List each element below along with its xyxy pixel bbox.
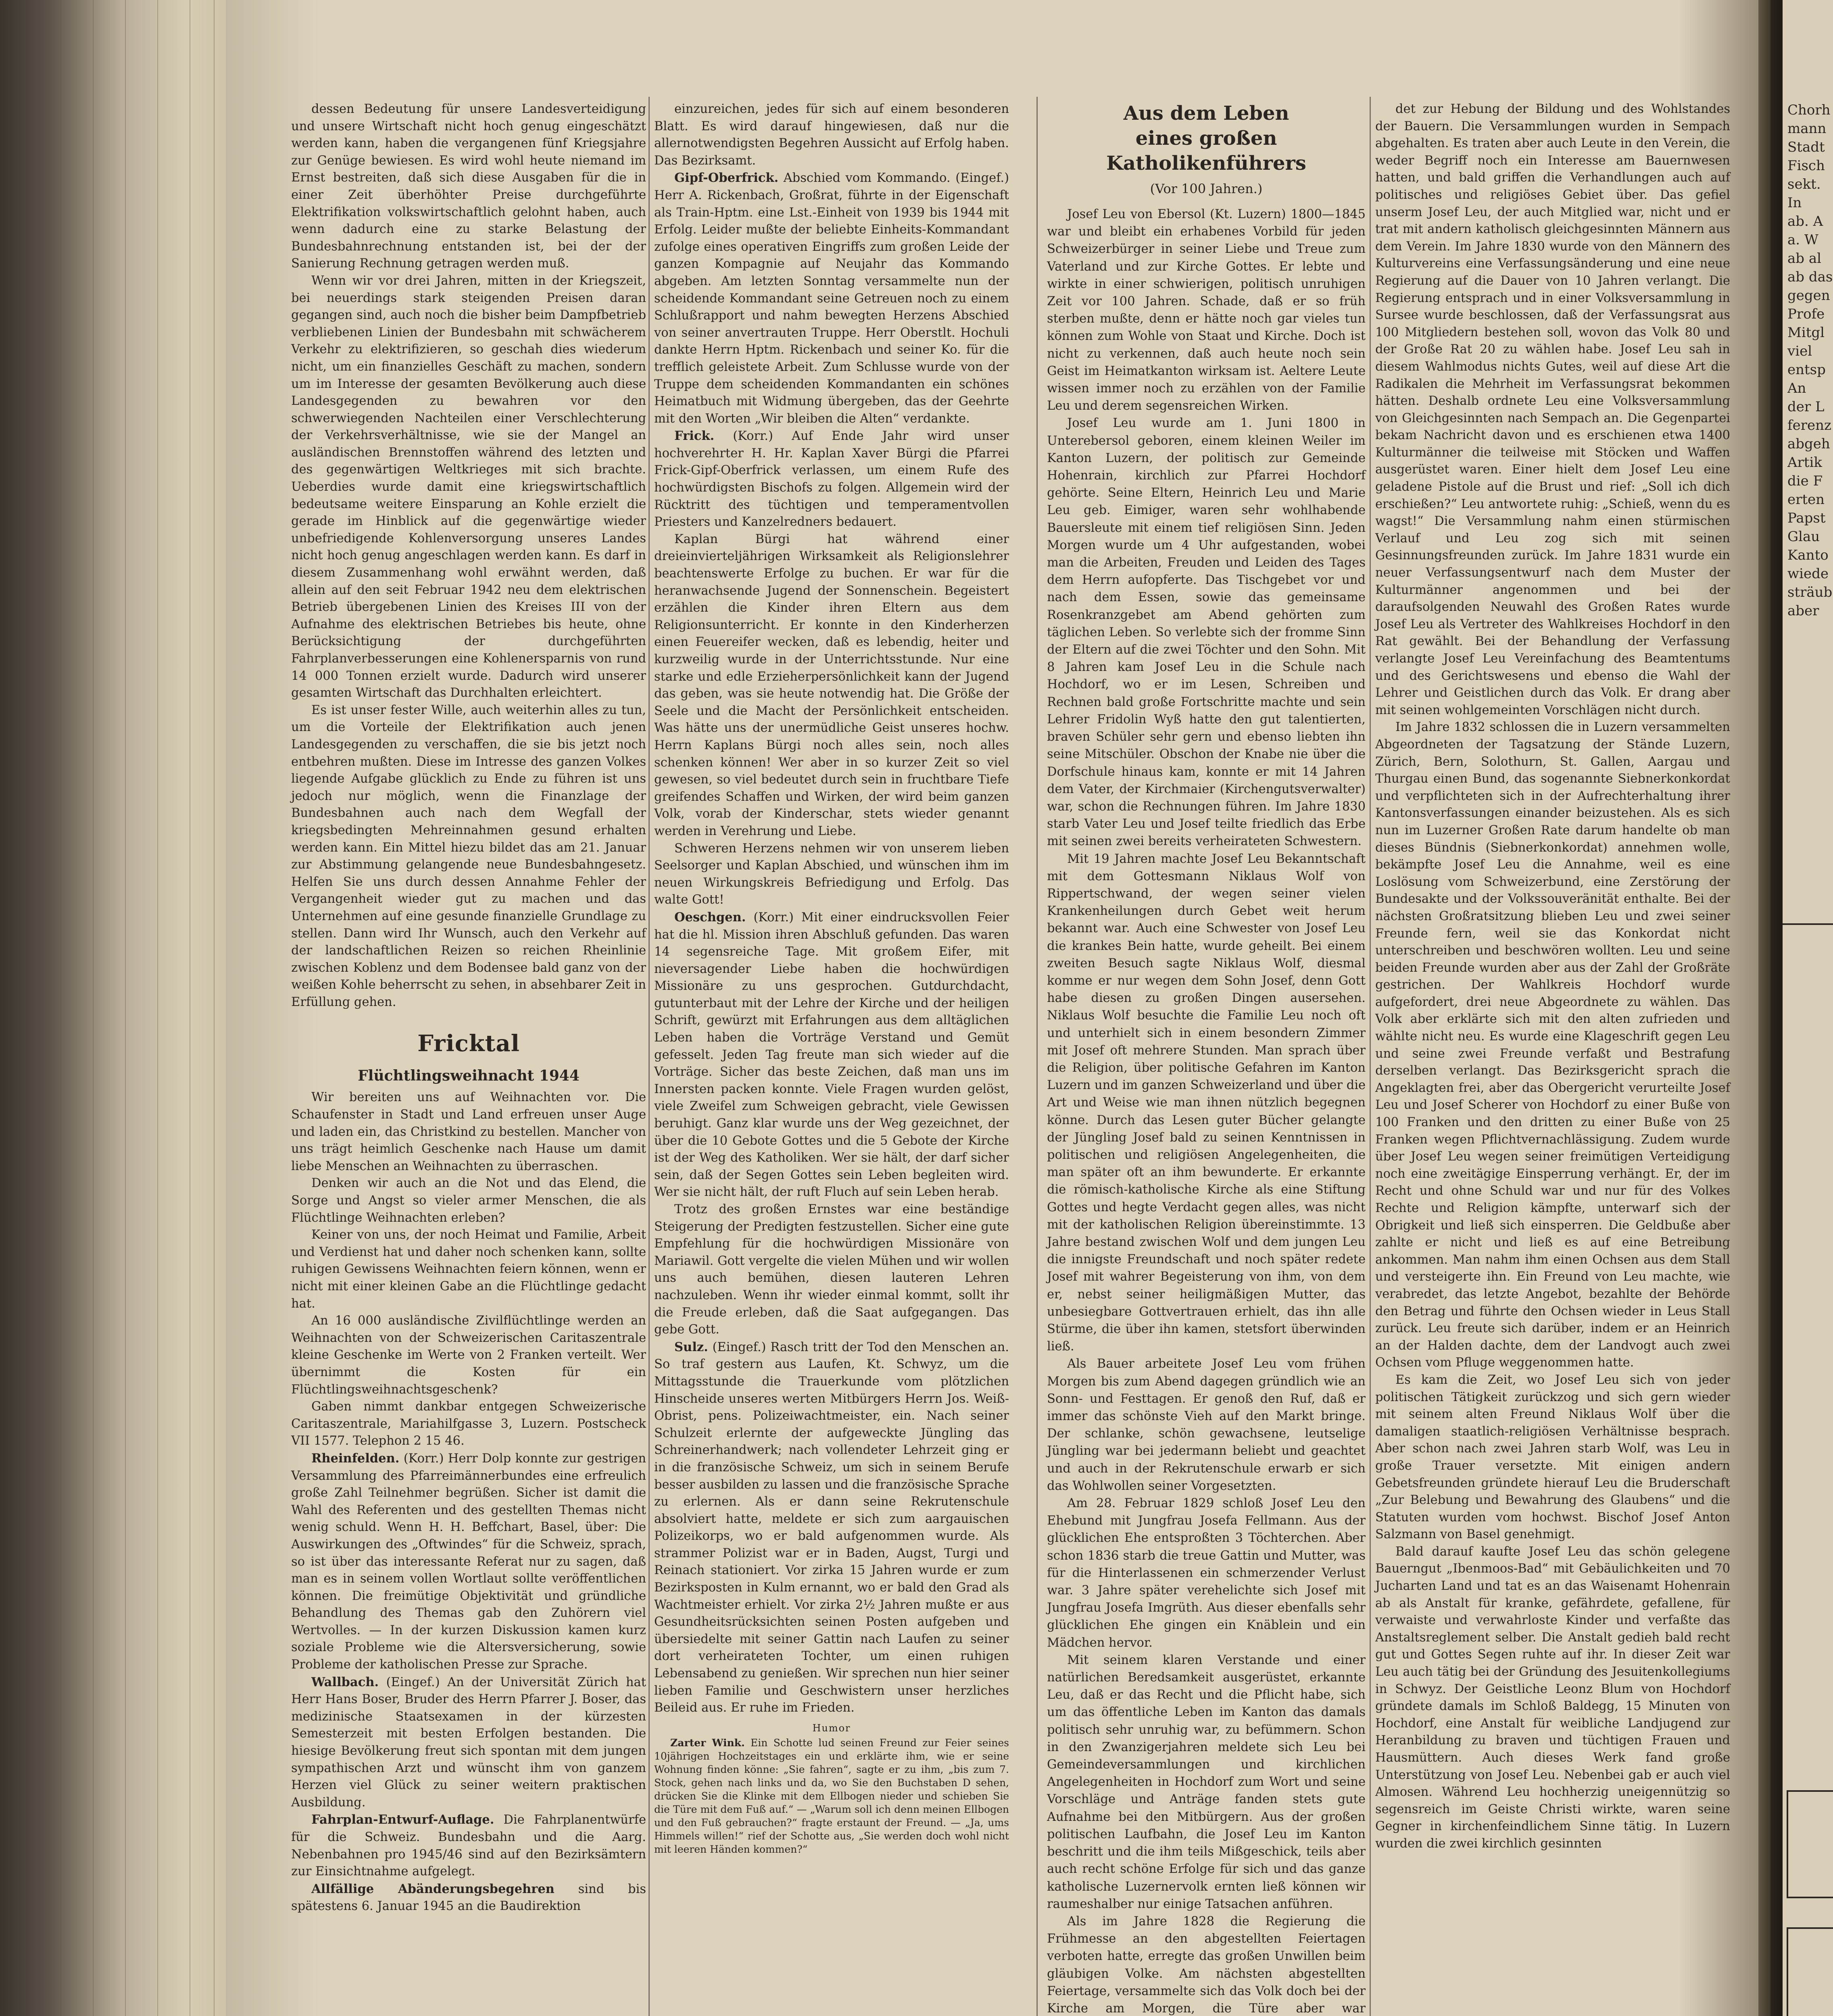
paragraph: Es ist unser fester Wille, auch weiterhin alles zu tun, um die Vorteile der Elektrifikation auch jenen Landesgegenden zu verschaffen, die sie bis jetzt noch entbehren mußten. Diese im Intresse des ganzen Volkes liegende Aufgabe glücklich zu Ende zu führen ist uns jedoch nur möglich, wenn die Finanzlage der Bundesbahnen auch nach dem Wegfall der kriegsbedingten Mehreinnahmen gesund erhalten werden kann. Ein Mittel hiezu bildet das am 21. Januar zur Abstimmung gelangende neue Bundesbahngesetz. Helfen Sie uns durch dessen Annahme Fehler der Vergangenheit wieder gut zu machen und das Unternehmen auf eine gesunde finanzielle Grundlage zu stellen. Dann wird Ihr Wunsch, auch den Verkehr auf der landschaftlichen Reizen so reichen Rheinlinie zwischen Koblenz und dem Bodensee bald ganz von der weißen Kohle beherrscht zu sehen, in absehbarer Zeit in Erfüllung gehen.	[291, 703, 646, 1009]
paragraph	[654, 1201, 1009, 1339]
facing-page-line: Chorh	[1787, 102, 1831, 118]
paragraph-lead: Sulz.	[674, 1339, 708, 1354]
paragraph-text: sind bis spätestens 6. Januar 1945 an die Baudirektion	[291, 1882, 646, 1914]
facing-page-line: wiede	[1787, 566, 1829, 582]
paragraph: Am 28. Februar 1829 schloß Josef Leu den Ehebund mit Jungfrau Josefa Fellmann. Aus der glücklichen Ehe entsproßten 3 Töchterchen. Aber schon 1836 starb die treue Gattin und Mutter, was für die Hinterlassenen ein schmerzender Verlust war. 3 Jahre später verehelichte sich Josef mit Jungfrau Josefa Imgrüth. Aus dieser ebenfalls sehr glücklichen Ehe gingen ein Knäblein und ein Mädchen hervor.	[1047, 1496, 1366, 1650]
facing-page-line: sträub	[1787, 584, 1833, 600]
facing-page-line: gegen	[1787, 287, 1830, 304]
facing-page-line: entsp	[1787, 362, 1826, 378]
column-3	[1047, 101, 1366, 2016]
paragraph	[291, 1450, 646, 1674]
column-divider	[1036, 97, 1038, 2016]
facing-page-line: erten	[1787, 492, 1825, 508]
paragraph: An 16 000 ausländische Zivilflüchtlinge werden an Weihnachten von der Schweizerischen Caritaszentrale kleine Geschenke im Werte von 2 Franken verteilt. Wer übernimmt die Kosten für ein Flüchtlingsweihnachtsgeschenk?	[291, 1314, 646, 1397]
facing-page-line: die F	[1787, 473, 1823, 489]
paragraph	[291, 1811, 646, 1880]
facing-page-line: viel	[1787, 343, 1812, 359]
paragraph-text: einzureichen, jedes für sich auf einem besonderen Blatt. Es wird darauf hingewiesen, daß nur die allernotwendigsten Begehren Aussicht auf Erfolg haben. Das Bezirksamt.	[654, 102, 1009, 168]
paragraph	[291, 1881, 646, 1915]
facing-page-line: Stadt	[1787, 139, 1825, 155]
paragraph	[654, 427, 1009, 531]
column-divider	[649, 97, 650, 2016]
paragraph: Wenn wir vor drei Jahren, mitten in der Kriegszeit, bei neuerdings stark steigenden Preisen daran gegangen sind, auch noch die bisher beim Dampfbetrieb verbliebenen Linien der Bundesbahn mit schwächerem Verkehr zu elektrifizieren, so geschah dies wiederum nicht, um ein finanzielles Geschäft zu machen, sondern um im Interesse der gesamten Bevölkerung auch diese Landesgegenden zu bewahren vor den schwerwiegenden Nachteilen einer Verschlechterung der Verkehrsverhältnisse, wie sie der Mangel an ausländischen Brennstoffen während des letzten und des gegenwärtigen Weltkrieges mit sich brachte. Ueberdies wurde damit eine kriegswirtschaftlich bedeutsame weitere Einsparung an Kohle erzielt die gerade im Hinblick auf die gegenwärtige wieder unbefriedigende Kohlenversorgung unseres Landes nicht hoch genug angeschlagen werden kann. Es darf in diesem Zusammenhang wohl erwähnt werden, daß allein auf den seit Februar 1942 neu dem elektrischen Betrieb übergebenen Linien des Kreises III von der Aufnahme des elektrischen Betriebes bis heute, ohne Berücksichtigung der durchgeführten Fahrplanverbesserungen eine Kohlenersparnis von rund 14 000 Tonnen erzielt wurde. Dadurch wird unserer gesamten Wirtschaft das Durchhalten erleichtert.	[291, 273, 646, 700]
facing-page-line: sekt.	[1787, 176, 1821, 192]
paragraph-text: Schweren Herzens nehmen wir von unserem lieben Seelsorger und Kaplan Abschied, und wünschen ihm im neuen Wirkungskreis Befriedigung und Erfolg. Das walte Gott!	[654, 841, 1009, 907]
facing-page-line: ab. A	[1787, 213, 1823, 229]
paragraph: Mit seinem klaren Verstande und einer natürlichen Beredsamkeit ausgerüstet, erkannte Leu, daß er das Recht und die Pflicht habe, sich um das öffentliche Leben im Kanton das damals politisch sehr unruhig war, zu befümmern. Schon in den Zwanzigerjahren meldete sich Leu bei Gemeindeversammlungen und kirchlichen Angelegenheiten in Hochdorf zum Wort und seine Vorschläge und Anträge fanden stets gute Aufnahme bei den Mitbürgern. Aus der großen politischen Laufbahn, die Josef Leu im Kanton beschritt und die ihm teils Mißgeschick, teils aber auch recht schöne Erfolge für sich und das ganze katholische Luzernervolk ernten ließ können wir raumeshalber nur einige Tatsachen anführen.	[1047, 1653, 1366, 1911]
facing-page-line: mann	[1787, 121, 1827, 137]
facing-page-line: Fisch	[1787, 158, 1825, 174]
column-divider	[1370, 97, 1371, 2016]
paragraph-lead: Wallbach.	[311, 1674, 379, 1689]
facing-page-line: Artik	[1787, 454, 1822, 471]
paragraph-lead: Rheinfelden.	[311, 1451, 400, 1466]
paragraph	[654, 1736, 1009, 1856]
paragraph: Keiner von uns, der noch Heimat und Familie, Arbeit und Verdienst hat und daher noch schenken kann, sollte ruhigen Gewissens Weihnachten feiern können, wenn er nicht mit einer kleinen Gabe an die Flüchtlinge gedacht hat.	[291, 1228, 646, 1311]
facing-page-line: ab das	[1787, 269, 1833, 285]
paragraph-text: Trotz des großen Ernstes war eine beständige Steigerung der Predigten festzustellen. Sicher eine gute Empfehlung für die hochwürdigen Missionäre von Mariawil. Gott vergelte die vielen Mühen und wir wollen uns auch bemühen, diesen lauteren Lehren nachzuleben. Wenn ihr wieder einmal kommt, sollt ihr die Freude erleben, daß die Saat aufgegangen. Das gebe Gott.	[654, 1202, 1009, 1337]
column-1	[291, 101, 646, 1915]
paragraph-lead: Gipf-Oberfrick.	[674, 171, 779, 185]
paragraph: Bald darauf kaufte Josef Leu das schön gelegene Bauerngut „Ibenmoos-Bad“ mit Gebäulichkeiten und 70 Jucharten Land und tat es an das Waisenamt Hohenrain ab als Anstalt für kranke, gefährdete, gefallene, für verwaiste und verwahrloste Kinder und verfaßte das Anstaltsreglement selber. Die Anstalt gedieh bald recht gut und Gottes Segen ruhte auf ihr. In dieser Zeit war Leu auch tätig bei der Gründung des Jesuitenkollegiums in Schwyz. Der Geistliche Leonz Blum von Hochdorf gründete damals im Schloß Baldegg, 15 Minuten von Hochdorf, eine Anstalt für weibliche Landjugend zur Heranbildung zu braven und tüchtigen Frauen und Hausmüttern. Auch dieses Werk fand große Unterstützung von Josef Leu. Nebenbei gab er auch viel Almosen. Während Leu hochherzig uneigennützig so segensreich im Geiste Christi wirkte, waren seine Gegner in kirchenfeindlichem Sinne tätig. In Luzern wurden die zwei kirchlich gesinnten	[1375, 1544, 1730, 1851]
paragraph-text: (Eingef.) Rasch tritt der Tod den Menschen an. So traf gestern aus Laufen, Kt. Schwyz, um die Mittagsstunde die Trauerkunde vom plötzlichen Hinscheide unseres werten Mitbürgers Herrn Jos. Weiß-Obrist, pens. Polizeiwachtmeister, ein. Nach seiner Schulzeit erlernte der aufgeweckte Jüngling das Schreinerhandwerk; nach vollendeter Lehrzeit ging er in die französische Schweiz, um sich in seinem Berufe besser ausbilden zu lassen und die französische Sprache zu erlernen. Als er dann seine Rekrutenschule absolviert hatte, meldete er sich zum aargauischen Polizeikorps, wo er bald aufgenommen wurde. Als strammer Polizist war er in Baden, Augst, Turgi und Reinach stationiert. Vor zirka 15 Jahren wurde er zum Bezirksposten in Kulm ernannt, wo er bald den Grad als Wachtmeister erhielt. Vor zirka 2½ Jahren mußte er aus Gesundheitsrücksichten seinen Posten aufgeben und übersiedelte mit seiner Gattin nach Laufen zu seiner dort verheirateten Tochter, um einen ruhigen Lebensabend zu genießen. Wir sprechen nun hier seiner lieben Familie und Geschwistern unser herzliches Beileid aus. Er ruhe im Frieden.	[654, 1340, 1009, 1715]
paragraph-text: Kaplan Bürgi hat während einer dreieinvierteljährigen Wirksamkeit als Religionslehrer beachtenswerte Erfolge zu buchen. Er war für die heranwachsende Jugend der Sonnenschein. Begeistert erzählen die Kinder ihren Eltern aus dem Religionsunterricht. Er konnte in den Kinderherzen einen Feuereifer wecken, daß es lebendig, heiter und kurzweilig wurde in der Unterrichtsstunde. Nur eine starke und edle Erzieherpersönlichkeit kann der Jugend das geben, was sie heute notwendig hat. Die Größe der Seele und die Macht der Persönlichkeit entscheiden. Was hätte uns der unermüdliche Geist unseres hochw. Herrn Kaplans Bürgi noch alles sein, noch alles schenken können! Wer aber in so kurzer Zeit so viel gewesen, so viel bedeutet durch sein in fruchtbare Tiefe greifendes Schaffen und Wirken, der wird beim ganzen Volk, vorab der Kinderschar, stets wieder genannt werden in Verehrung und Liebe.	[654, 532, 1009, 838]
facing-page-line: ab al	[1787, 250, 1821, 267]
article-title: Flüchtlingsweihnacht 1944	[358, 1067, 580, 1085]
facing-page-line: ferenz	[1787, 417, 1831, 433]
paragraph: Im Jahre 1832 schlossen die in Luzern versammelten Abgeordneten der Tagsatzung der Stände Luzern, Zürich, Bern, Solothurn, St. Gallen, Aargau und Thurgau einen Bund, das sogenannte Siebnerkonkordat und verpflichteten sich in der Aufrechterhaltung ihrer Kantonsverfassungen einander beizustehen. Als es sich nun im Luzerner Großen Rate darum handelte ob man dieses Bündnis (Siebnerkonkordat) annehmen wolle, bekämpfte Josef Leu die Annahme, weil es eine Loslösung vom Schweizerbund, eine Zerstörung der Bundesakte und der Volkssouveränität enthalte. Bei der nächsten Großratsitzung blieben Leu und zwei seiner Freunde fern, weil sie das Konkordat nicht unterschreiben und beschwören wollten. Leu und seine beiden Freunde wurden aber aus der Zahl der Großräte gestrichen. Der Wahlkreis Hochdorf wurde aufgefordert, drei neue Abgeordnete zu wählen. Das Volk aber erklärte sich mit den alten zufrieden und wählte nicht neu. Es wurde eine Klageschrift gegen Leu und seine zwei Freunde verfaßt und Bestrafung derselben verlangt. Das Bezirksgericht sprach die Angeklagten frei, aber das Obergericht verurteilte Josef Leu und Josef Scherer von Hochdorf zu einer Buße von 100 Franken und den dritten zu einer Buße von 25 Franken wegen Pflichtvernachlässigung. Zudem wurde über Josef Leu wegen seiner freimütigen Verteidigung noch eine zweitägige Einsperrung verhängt. Er, der im Recht und ohne Schuld war und nur für des Volkes Rechte und Religion kämpfte, unterwarf sich der Obrigkeit und ließ sich einsperren. Die Geldbuße aber zahlte er nicht und ließ es auf eine Betreibung ankommen. Man nahm ihm einen Ochsen aus dem Stall und versteigerte ihn. Ein Freund von Leu machte, wie verabredet, das letzte Angebot, bezahlte der Behörde den Betrag und führte den Ochsen wieder in Leus Stall zurück. Leu freute sich darüber, indem er an Heinrich an der Halden dachte, dem der Landvogt auch zwei Ochsen vom Pfluge weggenommen hatte.	[1375, 720, 1730, 1370]
paragraph-text: (Eingef.) An der Universität Zürich hat Herr Hans Boser, Bruder des Herrn Pfarrer J. Boser, das medizinische Staatsexamen in der kürzesten Semesterzeit mit besten Erfolgen bestanden. Die hiesige Bevölkerung freut sich spontan mit dem jungen sympathischen Arzt und wünscht ihm von ganzem Herzen viel Glück zu seiner weitern praktischen Ausbildung.	[291, 1675, 646, 1810]
paragraph-text: Abschied vom Kommando. (Eingef.) Herr A. Rickenbach, Großrat, führte in der Eigenschaft als Train-Hptm. eine Lst.-Einheit von 1939 bis 1944 mit Erfolg. Leider mußte der beliebte Einheits-Kommandant zufolge eines operativen Eingriffs zum großen Leide der ganzen Kompagnie auf Neujahr das Kommando abgeben. Am letzten Sonntag versammelte nun der scheidende Kommandant seine Getreuen noch zu einem Schlußrapport und nahm bewegten Herzens Abschied von seiner anvertrauten Truppe. Herr Oberstlt. Hochuli dankte Herrn Hptm. Rickenbach und seiner Ko. für die trefflich geleistete Arbeit. Zum Schlusse wurde von der Truppe dem scheidenden Kommandanten ein schönes Heimatbuch mit Widmung übergeben, das der Geehrte mit den Worten „Wir bleiben die Alten“ verdankte.	[654, 171, 1009, 426]
paragraph-text: (Korr.) Mit einer eindrucksvollen Feier hat die hl. Mission ihren Abschluß gefunden. Das waren 14 segensreiche Tage. Mit großem Eifer, mit nieversagender Liebe haben die hochwürdigen Missionäre zu uns gesprochen. Gutdurchdacht, gutunterbaut mit der Lehre der Kirche und der heiligen Schrift, gewürzt mit Erfahrungen aus dem alltäglichen Leben haben die Vorträge Verstand und Gemüt gefesselt. Jeden Tag freute man sich wieder auf die Vorträge. Sicher das beste Zeichen, daß man uns im Innersten packen konnte. Viele Fragen wurden gelöst, viele Zweifel zum Schweigen gebracht, viele Gewissen beruhigt. Ganz klar wurde uns der Weg gezeichnet, der über die 10 Gebote Gottes und die 5 Gebote der Kirche ist der Weg des Katholiken. Wer sie hält, der darf sicher sein, daß der Segen Gottes sein Leben begleiten wird. Wer sie nicht hält, der ruft Fluch auf sein Leben herab.	[654, 910, 1009, 1200]
paragraph	[654, 101, 1009, 169]
article-title-line-1: Aus dem Leben	[1123, 102, 1289, 125]
paragraph-lead: Zarter Wink.	[670, 1737, 745, 1749]
paragraph: dessen Bedeutung für unsere Landesverteidigung und unsere Wirtschaft nicht hoch genug eingeschätzt werden kann, haben die vergangenen fünf Kriegsjahre zur Genüge bewiesen. Es wird wohl heute niemand im Ernst bestreiten, daß sich diese Ausgaben für die in einer Zeit überhöhter Preise durchgeführte Elektrifikation volkswirtschaftlich gelohnt haben, auch wenn dadurch eine zu starke Belastung der Bundesbahnrechnung entstanden ist, bei der der Sanierung Rechnung getragen werden muß.	[291, 102, 646, 271]
paragraph	[654, 1339, 1009, 1717]
facing-page-line: An	[1787, 380, 1806, 396]
paragraph	[654, 169, 1009, 427]
paragraph-text: (Korr.) Herr Dolp konnte zur gestrigen Versammlung des Pfarreimännerbundes eine erfreulich große Zahl Teilnehmer begrüßen. Sicher ist damit die Wahl des Referenten und des gestellten Themas nicht wenig schuld. Wenn H. H. Beffchart, Basel, über: Die Auswirkungen des „Oftwindes“ für die Schweiz, sprach, so ist über das interessante Referat nur zu sagen, daß man es in seinem vollen Wortlaut sollte veröffentlichen können. Die freimütige Objektivität und gründliche Behandlung des Themas gab den Zuhörern viel Wertvolles. — In der kurzen Diskussion kamen kurz soziale Probleme wie die Altersversicherung, sowie Probleme der katholischen Presse zur Sprache.	[291, 1451, 646, 1672]
paragraph: Gaben nimmt dankbar entgegen Schweizerische Caritaszentrale, Mariahilfgasse 3, Luzern. Postscheck VII 1577. Telephon 2 15 46.	[291, 1400, 646, 1448]
paragraph-lead: Frick.	[674, 429, 715, 444]
facing-page-line: Glau	[1787, 529, 1820, 545]
paragraph	[654, 840, 1009, 909]
column-4	[1375, 101, 1730, 1853]
paragraph-text: (Korr.) Auf Ende Jahr wird unser hochverehrter H. Hr. Kaplan Xaver Bürgi die Pfarrei Frick-Gipf-Oberfrick verlassen, um einem Rufe des hochwürdigsten Bischofs zu folgen. Allgemein wird der Rücktritt des tüchtigen und temperamentvollen Priesters und Kanzelredners bedauert.	[654, 429, 1009, 529]
facing-page-line: Papst	[1787, 510, 1826, 526]
paragraph: det zur Hebung der Bildung und des Wohlstandes der Bauern. Die Versammlungen wurden in Sempach abgehalten. Es traten aber auch Leute in den Verein, die weder Begriff noch ein Interesse am Bauernwesen hatten, und bald griffen die Verhandlungen auch auf politisches und religiöses Gebiet über. Das gefiel unserm Josef Leu, der auch Mitglied war, nicht und er trat mit andern katholisch gleichgesinnten Männern aus dem Verein. Im Jahre 1830 wurde von den Männern des Kulturvereins eine Verfassungsänderung und eine neue Regierung auf die Dauer von 10 Jahren verlangt. Die Regierung entsprach und in einer Volksversammlung in Sursee wurde beschlossen, daß der Verfassungsrat aus 100 Mitgliedern bestehen soll, wovon das Volk 80 und der Große Rat 20 zu wählen habe. Josef Leu sah in diesem Wahlmodus nichts Gutes, weil auf diese Art die Radikalen die Mehrheit im Verfassungsrat bekommen hätten. Deshalb ordnete Leu eine Volksversammlung von Gleichgesinnten nach Sempach an. Die Gegenpartei bekam Nachricht davon und es erschienen etwa 1400 Kulturmänner die teilweise mit Stöcken und Waffen ausgerüstet waren. Einer hielt dem Josef Leu eine geladene Pistole auf die Brust und rief: „Soll ich dich erschießen?“ Leu antwortete ruhig: „Schieß, wenn du es wagst!“ Die Versammlung nahm einen stürmischen Verlauf und Leu zog sich mit seinen Gesinnungsfreunden zurück. Im Jahre 1831 wurde ein neuer Verfassungsentwurf nach dem Muster der Kulturmänner angenommen und bei der daraufsolgenden Neuwahl des Großen Rates wurde Josef Leu als Vertreter des Wahlkreises Hochdorf in den Rat gewählt. Bei der Behandlung der Verfassung verlangte Josef Leu Vereinfachung des Beamtentums und des Gerichtswesens und ebenso die Wahl der Lehrer und Geistlichen durch das Volk. Er drang aber mit seinen wohlgemeinten Vorschlägen nicht durch.	[1375, 102, 1730, 717]
paragraph	[291, 1674, 646, 1812]
paragraph: Mit 19 Jahren machte Josef Leu Bekanntschaft mit dem Gottesmann Niklaus Wolf von Rippertschwand, der wegen seiner vielen Krankenheilungen durch Gebet weit herum bekannt war. Auch eine Schwester von Josef Leu die krankes Bein hatte, wurde geheilt. Bei einem zweiten Besuch sagte Niklaus Wolf, diesmal komme er nur wegen dem Sohn Josef, denn Gott habe diesen zu großen Dingen ausersehen. Niklaus Wolf besuchte die Familie Leu noch oft und unterhielt sich in einem besondern Zimmer mit Josef oft mehrere Stunden. Man sprach über die Religion, über politische Gefahren im Kanton Luzern und im ganzen Schweizerland und über die Art und Weise wie man ihnen nützlich begegnen könne. Durch das Lesen guter Bücher gelangte der Jüngling Josef bald zu seinen Kenntnissen in politischen und religiösen Angelegenheiten, die man später oft an ihm bewunderte. Er erkannte die römisch-katholische Kirche als eine Stiftung Gottes und hegte Verdacht gegen alles, was nicht mit der katholischen Religion übereinstimmte. 13 Jahre bestand zwischen Wolf und dem jungen Leu die innigste Freundschaft und noch später redete Josef mit wahrer Begeisterung von ihm, von dem er, nebst seiner heiligmäßigen Mutter, das unbesiegbare Gottvertrauen erhielt, das ihn alle Stürme, die über ihn kamen, stetsfort überwinden ließ.	[1047, 852, 1366, 1354]
paragraph: Denken wir auch an die Not und das Elend, die Sorge und Angst so vieler armer Menschen, die als Flüchtlinge Weihnachten erleben?	[291, 1176, 646, 1225]
article-title-line-2: eines großen Katholikenführers	[1106, 127, 1306, 175]
facing-page-line: Profe	[1787, 306, 1825, 322]
facing-page-line: In	[1787, 195, 1802, 211]
paragraph: Als im Jahre 1828 die Regierung die Frühmesse an den abgestellten Feiertagen verboten hatte, erregte das großen Unwillen beim gläubigen Volke. Am nächsten abgestellten Feiertage, versammelte sich das Volk doch bei der Kirche am Morgen, die Türe aber war	[1047, 1914, 1366, 2016]
facing-page-text	[1783, 0, 1833, 620]
gutter-shadow	[1758, 0, 1783, 2016]
paragraph: Als Bauer arbeitete Josef Leu vom frühen Morgen bis zum Abend dagegen gründlich wie an Sonn- und Festtagen. Er genoß den Ruf, daß er immer das schönste Vieh auf den Markt bringe. Der schlanke, schön gewachsene, leutselige Jüngling war bei jedermann beliebt und geachtet und auch in der Rekrutenschule erwarb er sich das Wohlwollen seiner Vorgesetzten.	[1047, 1357, 1366, 1493]
paragraph-lead: Allfällige Abänderungsbegehren	[311, 1881, 555, 1896]
bound-page-stack	[0, 0, 226, 2016]
paragraph: Josef Leu von Ebersol (Kt. Luzern) 1800—1845 war und bleibt ein erhabenes Vorbild für jeden Schweizerbürger in seiner Liebe und Treue zum Vaterland und zur Kirche Gottes. Er lebte und wirkte in einer schwierigen, politisch unruhigen Zeit vor 100 Jahren. Schade, daß er so früh sterben mußte, denn er hätte noch gar vieles tun können zum Wohle von Staat und Kirche. Doch ist nicht zu verkennen, daß auch heute noch sein Geist im Heimatkanton wirksam ist. Aeltere Leute wissen immer noch zu erzählen von der Familie Leu und derem segensreichen Wirken.	[1047, 207, 1366, 413]
facing-page-line: a. W	[1787, 232, 1818, 248]
facing-page-line: aber	[1787, 603, 1819, 619]
paragraph	[654, 531, 1009, 840]
facing-page-line: Kanto	[1787, 547, 1829, 563]
facing-page-line: der L	[1787, 399, 1825, 415]
paragraph	[654, 909, 1009, 1201]
paragraph-lead: Fahrplan-Entwurf-Auflage.	[311, 1812, 494, 1827]
facing-page-line: Mitgl	[1787, 325, 1825, 341]
paragraph-text: Ein Schotte lud seinen Freund zur Feier seines 10jährigen Hochzeitstages ein und erklärte ihm, wie er seine Wohnung finden könne: „Sie fahren“, sagte er zu ihm, „bis zum 7. Stock, gehen nach links und da, wo Sie den Buchstaben D sehen, drücken Sie die Klinke mit dem Ellbogen nieder und schieben Sie die Türe mit dem Fuß auf.“ — „Warum soll ich denn meinen Ellbogen und den Fuß gebrauchen?“ fragte erstaunt der Freund. — „Ja, ums Himmels willen!“ rief der Schotte aus, „Sie werden doch wohl nicht mit leeren Händen kommen?“	[654, 1737, 1009, 1855]
facing-page-fragment	[1783, 0, 1833, 2016]
humor-title: Humor	[812, 1722, 851, 1734]
facing-page-line: abgeh	[1787, 436, 1830, 452]
paragraph-lead: Oeschgen.	[674, 910, 746, 925]
column-2	[654, 101, 1009, 1856]
article-subtitle: (Vor 100 Jahren.)	[1150, 181, 1263, 196]
section-title: Fricktal	[417, 1030, 520, 1057]
paragraph: Es kam die Zeit, wo Josef Leu sich von jeder politischen Tätigkeit zurückzog und sich gern wieder mit seinem alten Freund Niklaus Wolf über die damaligen staatlich-religiösen Verhältnisse besprach. Aber schon nach zwei Jahren starb Wolf, was Leu in große Trauer versetzte. Mit einigen andern Gebetsfreunden gründete hierauf Leu die Bruderschaft „Zur Belebung und Bewahrung des Glaubens“ und die Statuten wurden vom hochwst. Bischof Josef Anton Salzmann von Basel genehmigt.	[1375, 1372, 1730, 1542]
paragraph-text: Die Fahrplanentwürfe für die Schweiz. Bundesbahn und die Aarg. Nebenbahnen pro 1945/46 sind auf den Bezirksämtern zur Einsichtnahme aufgelegt.	[291, 1813, 646, 1879]
paragraph: Wir bereiten uns auf Weihnachten vor. Die Schaufenster in Stadt und Land erfreuen unser Auge und laden ein, das Christkind zu bestellen. Mancher von uns trägt heimlich Geschenke nach Hause um damit liebe Menschen an Weihnachten zu überraschen.	[291, 1090, 646, 1173]
paragraph: Josef Leu wurde am 1. Juni 1800 in Unterebersol geboren, einem kleinen Weiler im Kanton Luzern, der politisch zur Gemeinde Hohenrain, kirchlich zur Pfarrei Hochdorf gehörte. Seine Eltern, Heinrich Leu und Marie Leu geb. Eimiger, waren sehr wohlhabende Bauersleute mit einem tief religiösen Sinn. Jeden Morgen wurde um 4 Uhr aufgestanden, wobei man die Arbeiten, Freuden und Leiden des Tages dem Herrn aufopferte. Das Tischgebet vor und nach dem Essen, sowie das gemeinsame Rosenkranzgebet am Abend gehörten zum täglichen Leben. So verlebte sich der fromme Sinn der Eltern auf die zwei Töchter und den Sohn. Mit 8 Jahren kam Josef Leu in die Schule nach Hochdorf, wo er im Lesen, Schreiben und Rechnen bald große Fortschritte machte und sein Lehrer Fridolin Wyß hatte den gut talentierten, braven Schüler sehr gern und ebenso liebten ihn seine Mitschüler. Obschon der Knabe nie über die Dorfschule hinaus kam, konnte er mit 14 Jahren dem Vater, der Kirchmaier (Kirchengutsverwalter) war, schon die Rechnungen führen. Im Jahre 1830 starb Vater Leu und Josef teilte friedlich das Erbe mit seinen zwei bereits verheirateten Schwestern.	[1047, 416, 1366, 849]
